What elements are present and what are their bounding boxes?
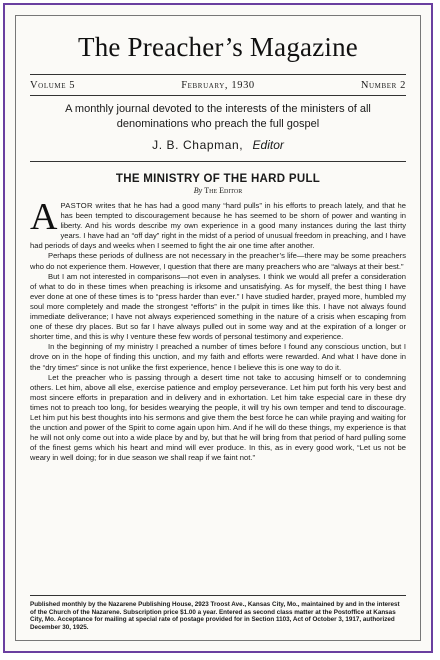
first-word: PASTOR [60,201,93,210]
article-paragraph: In the beginning of my ministry I preached a number of times before I found any conscious unction, but I drove on in the hope of finding this unction, and my faith and efforts were rewarded. And what I have done in the “dry times” since is not unlike the first experience, hence I believe this is one way to do it. [30,342,406,372]
magazine-tagline: A monthly journal devoted to the interests of the ministers of all denominations who preach the full gospel [65,103,371,130]
article-paragraph [30,196,406,251]
byline-prefix: By [193,186,203,195]
byline-name: The Editor [204,186,243,195]
editor-name: J. B. Chapman, [152,138,244,152]
volume-label: Volume 5 [30,80,76,91]
article-body [30,196,406,463]
article-paragraph: Let the preacher who is passing through a desert time not take to accusing himself or to condemning others. Let him, above all else, exercise patience and employ perseverance. Let him put forth his very best and most sincere efforts in preparation and in delivery and in exhortation. Let him take especial care in these dry times not to preach too long, for besides wearying the people, it will try his own temper and tend to discourage. Let him put his best thoughts into his sermons and give them the best force he can while praying and waiting for the unction and power of the Spirit to come again upon him. And if he will do these things, my experience is that he will not only come out into a wide place by and by, but that he will bring from that period of hard pulling some of the finest gems which his heart and mind will ever produce. In this, as in every good work, “Let us not be weary in well doing; for in due season we shall reap if we faint not.” [30,372,406,463]
editor-role: Editor [252,138,284,152]
drop-cap: A [30,196,58,238]
publication-notice: Published monthly by the Nazarene Publishing House, 2923 Troost Ave., Kansas City, Mo., maintained by and in the interest of the Church of the Nazarene. Subscription price $1.00 a year. Entered as second class matter at the Postoffice at Kansas City, Mo. Acceptance for mailing at special rate of postage provided for in Section 1103, Act of October 3, 1917, authorized December 30, 1925. [30,595,406,632]
article-title: THE MINISTRY OF THE HARD PULL [115,173,321,185]
header-divider [30,161,406,162]
issue-number: Number 2 [360,80,406,91]
editor-line [30,138,406,152]
article-paragraph: But I am not interested in comparisons—not even in analyses. I think we would all prefer a consideration of what to do in these times when preaching is irksome and unsatisfying. As for myself, the best thing I have ever done at one of these times is to “press harder than ever.” I have studied harder, prayed more, humbled my soul more completely and made the strongest “efforts” in the pulpit in times like this. I have not always found immediate deliverance; I have not always experienced something in the nature of a crisis when escaping from one of these dry places. But so far I have always pulled out in some way and at the expiration of a longer or shorter time, and this is why I venture these few words of personal testimony and experience. [30,271,406,342]
magazine-title: The Preacher’s Magazine [78,32,358,62]
article-byline [30,186,406,195]
article-paragraph: Perhaps these periods of dullness are not necessary in the preacher’s life—there may be some preachers who do not experience them. However, I question that there are many preachers who are “always at their best.” [30,251,406,271]
page-frame [15,15,421,641]
magazine-page [3,3,433,653]
issue-info-bar [30,74,406,96]
first-paragraph-text: writes that he has had a good many “hard pulls” in his efforts to preach lately, and that he has been tempted to discouragement because he has seemed to be shorn of power and wanting in liberty. And his words describe my own experience in a good many instances during the last thirty years. I have had an “off day” right in the midst of a period of unusual freedom in preaching, and I have had periods of days and weeks when I seemed to fight the air one time after another. [30,201,406,251]
issue-date: February, 1930 [181,80,255,91]
